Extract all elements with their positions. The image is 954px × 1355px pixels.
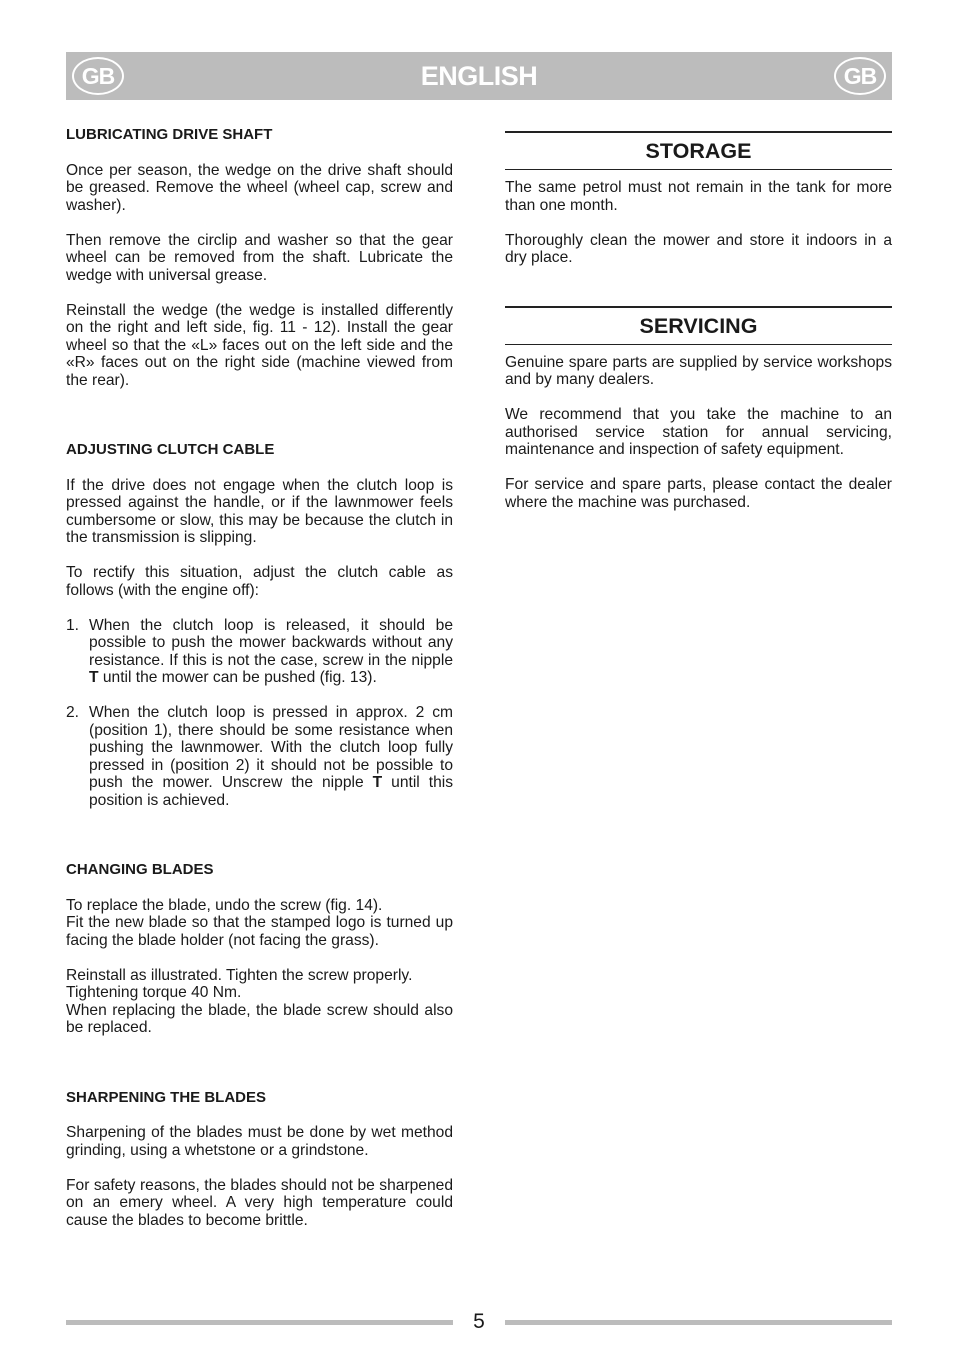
paragraph: Genuine spare parts are supplied by service workshops and by many dealers. [505,353,892,388]
list-text: When the clutch loop is released, it should be possible to push the mower backwards without any resistance. If this is not the case, screw in the nipple [89,616,453,669]
list-item [66,617,453,687]
heading-storage: STORAGE [505,131,892,170]
paragraph: Thoroughly clean the mower and store it indoors in a dry place. [505,231,892,266]
heading-lubricating: LUBRICATING DRIVE SHAFT [66,126,273,143]
footer-divider-left [66,1320,453,1325]
left-column [66,126,453,1229]
page-number: 5 [473,1310,485,1333]
list-text: When the clutch loop is pressed in approx. 2 cm (position 1), there should be some resistance when pushing the lawnmower. With the clutch loop fully pressed in (position 2) it should not be possible to push the mower. Unscrew the nipple [89,704,453,791]
paragraph: Sharpening of the blades must be done by wet method grinding, using a whetstone or a grindstone. [66,1124,453,1159]
paragraph: Then remove the circlip and washer so that the gear wheel can be removed from the shaft. Lubricate the wedge with universal grease. [66,231,453,284]
paragraph: If the drive does not engage when the clutch loop is pressed against the handle, or if the lawnmower feels cumbersome or slow, this may be because the clutch in the transmission is slipping. [66,476,453,546]
heading-servicing: SERVICING [505,306,892,345]
paragraph: Fit the new blade so that the stamped logo is turned up facing the blade holder (not facing the grass). [66,914,453,949]
language-title: ENGLISH [420,61,538,91]
paragraph: When replacing the blade, the blade screw should also be replaced. [66,1001,453,1036]
list-text: until this position is achieved. [89,774,453,809]
list-number: 1. [66,616,80,634]
paragraph: Once per season, the wedge on the drive shaft should be greased. Remove the wheel (wheel cap, screw and washer). [66,161,453,214]
list-item [66,704,453,809]
heading-blades: CHANGING BLADES [66,861,214,878]
paragraph: To replace the blade, undo the screw (fig. 14). [66,896,383,914]
nipple-label: T [372,774,383,791]
heading-sharpening: SHARPENING THE BLADES [66,1088,267,1106]
language-banner [66,52,892,100]
right-column [505,131,892,511]
paragraph: We recommend that you take the machine to an authorised service station for annual servicing, maintenance and inspection of safety equipment. [505,406,892,458]
list-text: until the mower can be pushed (fig. 13). [98,669,377,686]
heading-clutch: ADJUSTING CLUTCH CABLE [66,441,275,458]
paragraph: For service and spare parts, please contact the dealer where the machine was purchased. [505,476,892,511]
paragraph: To rectify this situation, adjust the clutch cable as follows (with the engine off): [66,564,453,599]
nipple-label: T [89,669,99,686]
paragraph: The same petrol must not remain in the tank for more than one month. [505,179,892,214]
gb-badge-right: GB [834,57,886,95]
paragraph: Tightening torque 40 Nm. [66,984,242,1001]
list-number: 2. [66,704,80,721]
paragraph: Reinstall as illustrated. Tighten the screw properly. [66,966,413,984]
gb-badge-left: GB [72,57,124,95]
paragraph: Reinstall the wedge (the wedge is installed differently on the right and left side, fig. 11 - 12). Install the gear wheel so that the «L» faces out on the left side and the «R» faces out on the right side (machine viewed from the rear). [66,301,453,389]
footer-divider-right [505,1320,892,1325]
paragraph: For safety reasons, the blades should not be sharpened on an emery wheel. A very high temperature could cause the blades to become brittle. [66,1176,453,1229]
